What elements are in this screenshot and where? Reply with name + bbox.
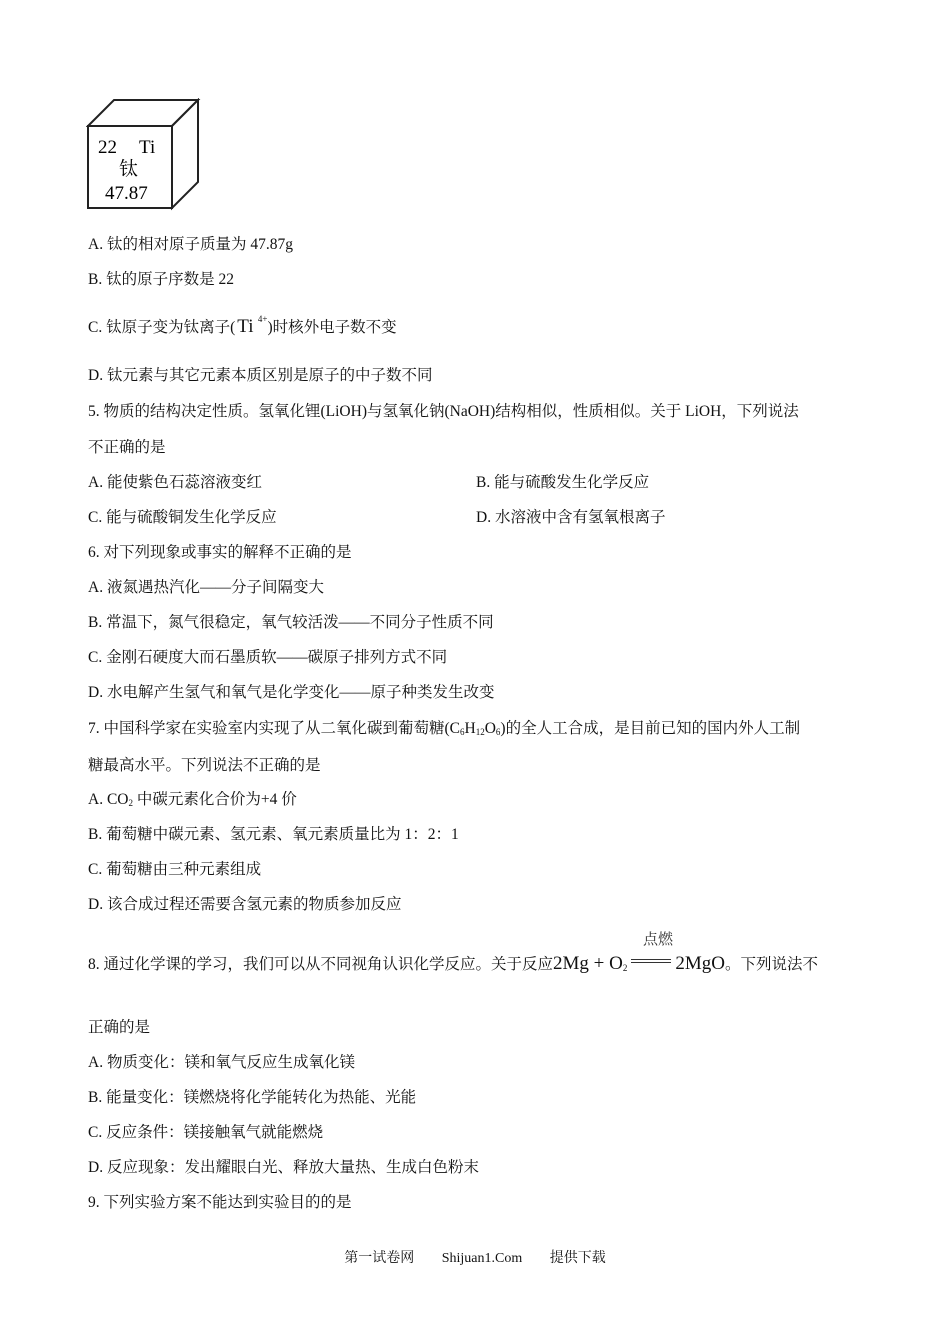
q7-option-d: D. 该合成过程还需要含氢元素的物质参加反应 bbox=[88, 896, 402, 913]
element-name: 钛 bbox=[119, 159, 139, 180]
q5-option-b: B. 能与硫酸发生化学反应 bbox=[476, 474, 650, 491]
footer-site: 第一试卷网 bbox=[344, 1251, 415, 1266]
q7-o: O bbox=[484, 720, 496, 737]
q7-option-a bbox=[88, 790, 297, 813]
q7-stem-post: )的全人工合成，是目前已知的国内外人工制 bbox=[500, 720, 801, 737]
q6-option-c: C. 金刚石硬度大而石墨质软——碳原子排列方式不同 bbox=[88, 649, 448, 666]
q5-stem-line1: 5. 物质的结构决定性质。氢氧化锂(LiOH)与氢氧化钠(NaOH)结构相似，性质相似。关于 LiOH，下列说法 bbox=[88, 403, 799, 420]
q7-option-a-post: 中碳元素化合价为+4 价 bbox=[132, 791, 297, 808]
ion-charge: 4+ bbox=[257, 314, 268, 324]
q7-stem-line1 bbox=[88, 719, 800, 742]
q8-stem-line1 bbox=[88, 932, 818, 978]
q4-option-d: D. 钛元素与其它元素本质区别是原子的中子数不同 bbox=[88, 367, 433, 384]
q8-option-a: A. 物质变化：镁和氧气反应生成氧化镁 bbox=[88, 1054, 355, 1071]
q5-option-c: C. 能与硫酸铜发生化学反应 bbox=[88, 509, 277, 526]
equation-left: 2Mg + O bbox=[553, 953, 623, 974]
q7-option-a-pre: A. CO bbox=[88, 791, 129, 808]
q4-option-b: B. 钛的原子序数是 22 bbox=[88, 271, 234, 288]
q8-option-c: C. 反应条件：镁接触氧气就能燃烧 bbox=[88, 1124, 324, 1141]
equation-sub: 2 bbox=[622, 963, 628, 973]
q8-stem-line2: 正确的是 bbox=[88, 1019, 151, 1036]
q8-stem-pre: 8. 通过化学课的学习，我们可以从不同视角认识化学反应。关于反应 bbox=[88, 956, 554, 973]
q7-sub-h: 12 bbox=[475, 727, 485, 737]
titanium-element-cube bbox=[86, 98, 202, 212]
q6-stem: 6. 对下列现象或事实的解释不正确的是 bbox=[88, 544, 352, 561]
q8-option-b: B. 能量变化：镁燃烧将化学能转化为热能、光能 bbox=[88, 1089, 417, 1106]
footer-note: 提供下载 bbox=[549, 1251, 606, 1266]
ion-symbol: Ti bbox=[237, 316, 254, 337]
q7-stem-pre: 7. 中国科学家在实验室内实现了从二氧化碳到葡萄糖(C bbox=[88, 720, 461, 737]
q7-option-a-sub: 2 bbox=[128, 798, 133, 808]
q7-stem-line2: 糖最高水平。下列说法不正确的是 bbox=[88, 757, 321, 774]
q4-option-c-pre: C. 钛原子变为钛离子( bbox=[88, 319, 236, 336]
q7-h: H bbox=[464, 720, 476, 737]
q7-sub-c: 6 bbox=[460, 727, 465, 737]
reaction-condition: 点燃 bbox=[643, 932, 674, 948]
q9-stem: 9. 下列实验方案不能达到实验目的的是 bbox=[88, 1194, 352, 1211]
q4-option-c bbox=[88, 314, 397, 338]
equation-right: 2MgO bbox=[675, 953, 725, 974]
q7-option-c: C. 葡萄糖由三种元素组成 bbox=[88, 861, 262, 878]
q7-option-b: B. 葡萄糖中碳元素、氢元素、氧元素质量比为 1：2：1 bbox=[88, 826, 459, 843]
reaction-equation bbox=[553, 932, 725, 978]
q6-option-b: B. 常温下，氮气很稳定，氧气较活泼——不同分子性质不同 bbox=[88, 614, 494, 631]
q8-stem-post: 。下列说法不 bbox=[724, 956, 818, 973]
page-footer bbox=[0, 1247, 950, 1267]
q5-option-a: A. 能使紫色石蕊溶液变红 bbox=[88, 474, 262, 491]
q6-option-d: D. 水电解产生氢气和氧气是化学变化——原子种类发生改变 bbox=[88, 684, 495, 701]
q4-option-c-post: )时核外电子数不变 bbox=[267, 319, 397, 336]
q5-option-d: D. 水溶液中含有氢氧根离子 bbox=[476, 509, 666, 526]
q7-sub-o: 6 bbox=[495, 727, 501, 737]
element-symbol: Ti bbox=[139, 137, 156, 158]
titanium-ion bbox=[237, 314, 268, 337]
footer-domain: Shijuan1.Com bbox=[441, 1251, 523, 1266]
q8-option-d: D. 反应现象：发出耀眼白光、释放大量热、生成白色粉末 bbox=[88, 1159, 479, 1176]
atomic-mass: 47.87 bbox=[105, 183, 148, 204]
q4-option-a: A. 钛的相对原子质量为 47.87g bbox=[88, 236, 293, 253]
q5-stem-line2: 不正确的是 bbox=[88, 439, 166, 456]
atomic-number: 22 bbox=[98, 137, 117, 158]
q6-option-a: A. 液氮遇热汽化——分子间隔变大 bbox=[88, 579, 324, 596]
equation-equals-sign bbox=[631, 959, 671, 963]
